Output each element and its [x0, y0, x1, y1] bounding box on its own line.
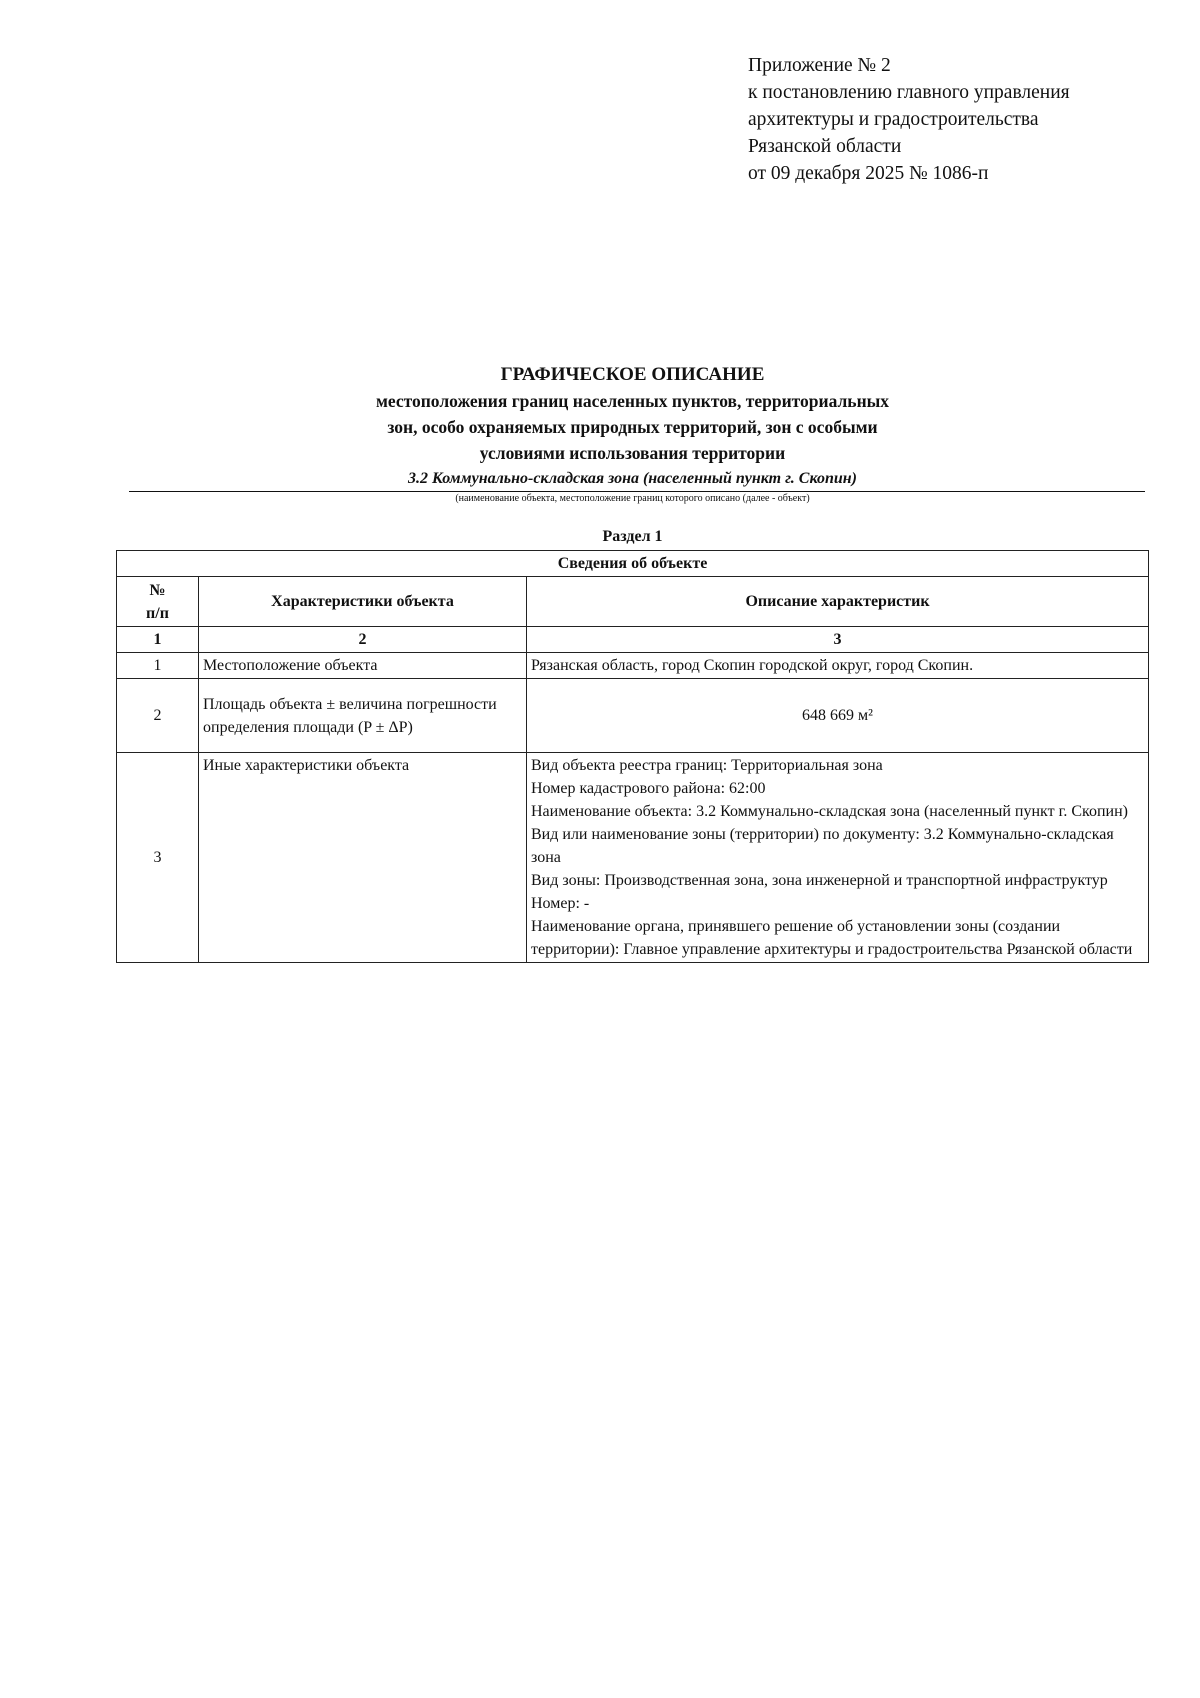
description-line: Номер кадастрового района: 62:00 [531, 780, 766, 797]
table-row [117, 679, 1149, 753]
description-line: Наименование объекта: 3.2 Коммунально-складская зона (населенный пункт г. Скопин) [531, 803, 1128, 820]
appendix-line: архитектуры и градостроительства [748, 109, 1039, 130]
column-number: 1 [117, 627, 199, 653]
document-title: ГРАФИЧЕСКОЕ ОПИСАНИЕ [500, 364, 765, 385]
table-header-row [117, 577, 1149, 627]
object-name-caption: (наименование объекта, местоположение границ которого описано (далее - объект) [455, 493, 810, 504]
header-num-line: № [149, 581, 166, 599]
row-characteristic: Иные характеристики объекта [199, 753, 527, 963]
column-number: 2 [199, 627, 527, 653]
appendix-line: Приложение № 2 [748, 55, 891, 76]
object-info-table [116, 550, 1149, 963]
document-title-block [120, 362, 1145, 506]
object-name: 3.2 Коммунально-складская зона (населенный пункт г. Скопин) [408, 470, 857, 487]
row-characteristic: Местоположение объекта [199, 653, 527, 679]
appendix-line: Рязанской области [748, 136, 902, 157]
table-row [117, 753, 1149, 963]
description-line: Номер: - [531, 895, 590, 912]
section-label: Раздел 1 [602, 528, 663, 545]
appendix-line: от 09 декабря 2025 № 1086-п [748, 163, 989, 184]
row-number: 2 [117, 679, 199, 753]
description-line: Вид зоны: Производственная зона, зона инженерной и транспортной инфраструктур [531, 872, 1108, 889]
row-number: 3 [117, 753, 199, 963]
header-description: Описание характеристик [527, 577, 1149, 627]
description-line: Наименование органа, принявшего решение об установлении зоны (создании территории): Главное управление архитектуры и градостроительства Рязанской области [531, 918, 1133, 958]
document-subtitle-line: условиями использования территории [479, 443, 786, 463]
table-title-row [117, 551, 1149, 577]
header-num [117, 577, 199, 627]
appendix-block [748, 52, 1178, 187]
document-subtitle-line: зон, особо охраняемых природных территорий, зон с особыми [387, 417, 878, 437]
description-line: Вид объекта реестра границ: Территориальная зона [531, 757, 883, 774]
table-row [117, 653, 1149, 679]
row-description [527, 753, 1149, 963]
table-title: Сведения об объекте [117, 551, 1149, 577]
column-number-row [117, 627, 1149, 653]
header-characteristics: Характеристики объекта [199, 577, 527, 627]
appendix-line: к постановлению главного управления [748, 82, 1070, 103]
document-subtitle-line: местоположения границ населенных пунктов, территориальных [375, 391, 890, 411]
column-number: 3 [527, 627, 1149, 653]
header-num-line: п/п [146, 604, 169, 622]
row-characteristic: Площадь объекта ± величина погрешности определения площади (P ± ΔP) [199, 679, 527, 753]
description-line: Вид или наименование зоны (территории) по документу: 3.2 Коммунально-складская зона [531, 826, 1114, 866]
row-description: 648 669 м² [527, 679, 1149, 753]
row-description: Рязанская область, город Скопин городской округ, город Скопин. [527, 653, 1149, 679]
row-number: 1 [117, 653, 199, 679]
